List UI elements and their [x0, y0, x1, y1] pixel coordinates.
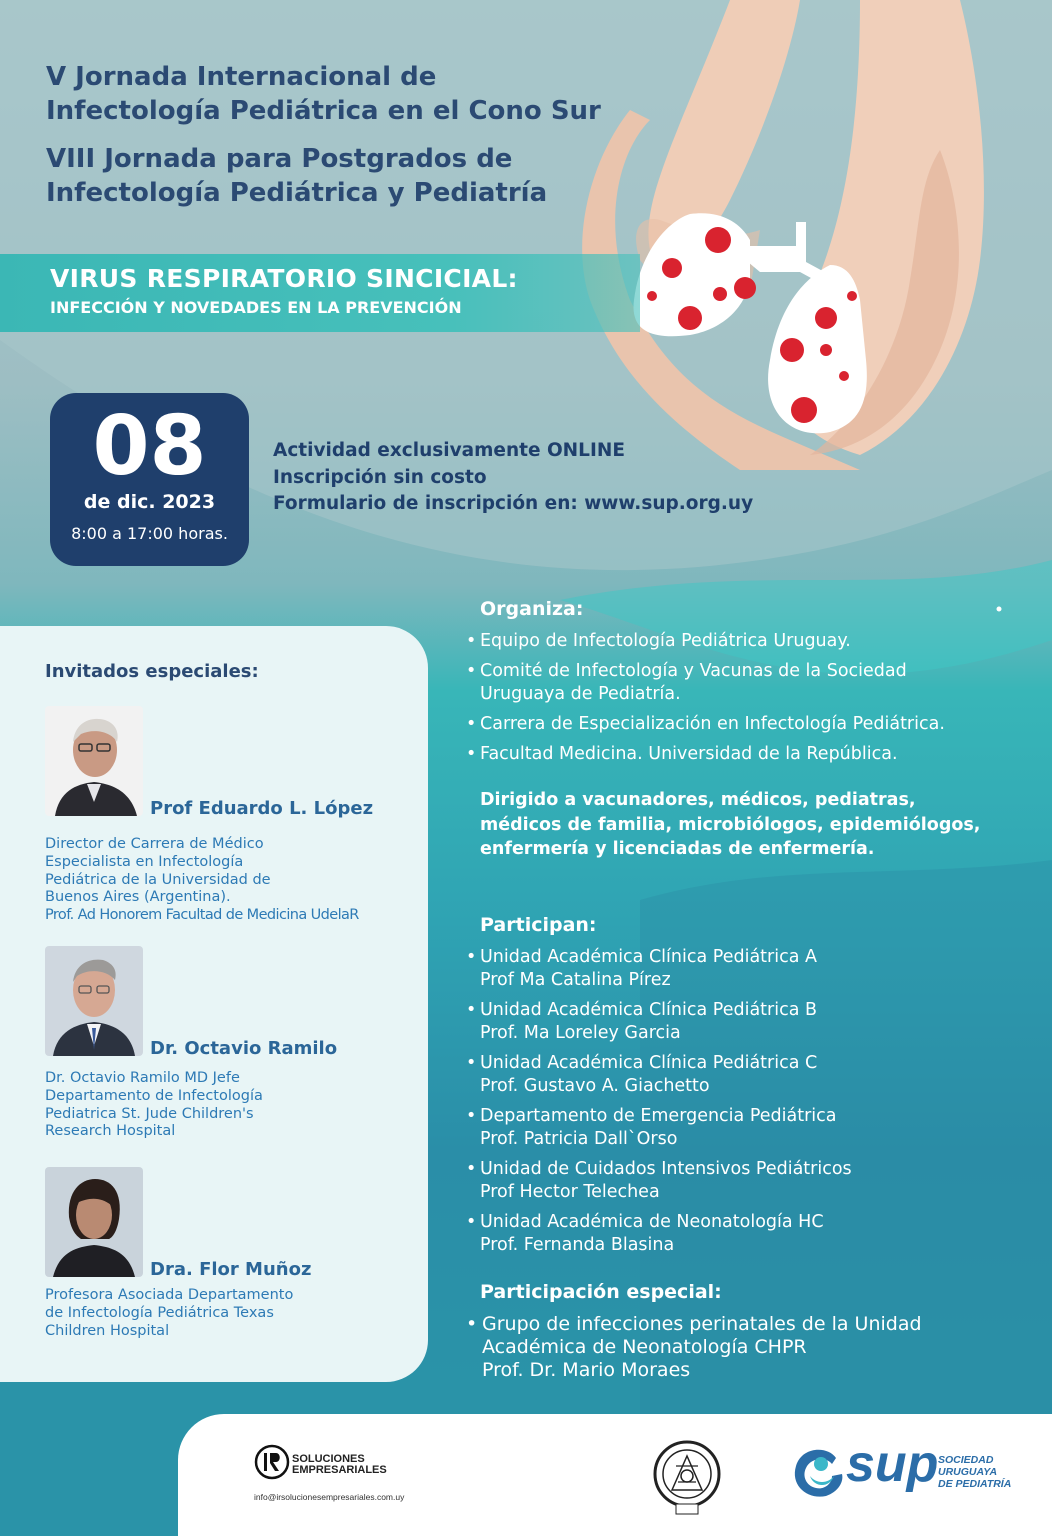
list-item: • Unidad Académica Clínica Pediátrica B Prof. Ma Loreley Garcia — [466, 999, 852, 1045]
organiza-title: Organiza: — [480, 598, 584, 620]
topic-banner — [0, 254, 640, 332]
guest-description: Director de Carrera de Médico Especialista en Infectología Pediátrica de la Universidad de Buenos Aires (Argentina). Prof. Ad Honorem Facultad de Medicina UdelaR — [45, 836, 359, 924]
organiza-list — [466, 630, 980, 766]
title-line-4: Infectología Pediátrica y Pediatría — [46, 178, 548, 208]
audience-text: Dirigido a vacunadores, médicos, pediatras, médicos de familia, microbiólogos, epidemiólogos, enfermería y licenciadas de enfermería. — [480, 790, 981, 859]
event-hours: 8:00 a 17:00 horas. — [71, 524, 228, 543]
event-titles — [46, 60, 601, 210]
title-line-2: Infectología Pediátrica en el Cono Sur — [46, 96, 601, 126]
guest-name: Dr. Octavio Ramilo — [150, 1038, 338, 1059]
especial-section — [466, 1281, 922, 1382]
especial-title: Participación especial: — [480, 1281, 722, 1303]
list-item: • Carrera de Especialización en Infectología Pediátrica. — [466, 713, 980, 736]
guest-name: Prof Eduardo L. López — [150, 798, 374, 819]
hands-lungs-illustration — [560, 0, 1052, 470]
event-info — [273, 438, 753, 518]
list-item-continued: Uruguaya de Pediatría. — [480, 684, 681, 704]
topic-title: VIRUS RESPIRATORIO SINCICIAL: — [50, 264, 518, 293]
participan-section — [466, 914, 852, 1257]
participan-title: Participan: — [480, 914, 597, 936]
guests-title: Invitados especiales: — [45, 661, 259, 682]
date-box — [50, 393, 249, 566]
topic-subtitle: INFECCIÓN Y NOVEDADES EN LA PREVENCIÓN — [50, 298, 462, 317]
ir-logo-icon — [254, 1444, 290, 1480]
list-item: • Unidad de Cuidados Intensivos Pediátricos Prof Hector Telechea — [466, 1158, 852, 1204]
organiza-section — [466, 598, 980, 862]
list-item: • Unidad Académica Clínica Pediátrica C Prof. Gustavo A. Giachetto — [466, 1052, 852, 1098]
info-online: Actividad exclusivamente ONLINE — [273, 440, 625, 461]
special-guests-panel — [0, 626, 428, 1382]
guest-photo-munoz — [45, 1167, 143, 1277]
ir-email: info@irsolucionesempresariales.com.uy — [254, 1492, 405, 1502]
especial-list — [466, 1313, 922, 1382]
list-item: • Unidad Académica Clínica Pediátrica A Prof Ma Catalina Pírez — [466, 946, 852, 992]
info-registration: Formulario de inscripción en: www.sup.org.uy — [273, 493, 754, 514]
list-item: • Departamento de Emergencia Pediátrica Prof. Patricia Dall`Orso — [466, 1105, 852, 1151]
faculty-seal-icon — [652, 1432, 722, 1518]
event-month: de dic. 2023 — [83, 491, 216, 513]
title-line-1: V Jornada Internacional de — [46, 62, 437, 92]
list-item: • Facultad Medicina. Universidad de la República. — [466, 743, 980, 766]
list-item: • Comité de Infectología y Vacunas de la Sociedad — [466, 660, 980, 683]
guest-photo-lopez — [45, 706, 143, 816]
event-day: 08 — [92, 399, 207, 494]
sup-wordmark: sup — [846, 1435, 939, 1493]
sup-logo-icon — [788, 1442, 848, 1502]
sponsors-footer — [178, 1414, 1052, 1536]
ir-company-name: SOLUCIONES EMPRESARIALES — [292, 1453, 387, 1476]
list-item: • Equipo de Infectología Pediátrica Uruguay. — [466, 630, 980, 653]
list-item: • Grupo de infecciones perinatales de la Unidad Académica de Neonatología CHPR Prof. Dr. Mario Moraes — [466, 1313, 922, 1382]
guest-description: Profesora Asociada Departamento de Infectología Pediátrica Texas Children Hospital — [45, 1287, 294, 1339]
guest-description: Dr. Octavio Ramilo MD Jefe Departamento de Infectología Pediatrica St. Jude Children's Research Hospital — [45, 1070, 263, 1140]
list-item: • Unidad Académica de Neonatología HC Prof. Fernanda Blasina — [466, 1211, 852, 1257]
guest-name: Dra. Flor Muñoz — [150, 1259, 312, 1280]
info-free: Inscripción sin costo — [273, 466, 487, 488]
sup-fullname: SOCIEDAD URUGUAYA DE PEDIATRÍA — [938, 1454, 1012, 1490]
title-line-3: VIII Jornada para Postgrados de — [46, 144, 513, 174]
participan-list — [466, 946, 852, 1257]
guest-photo-ramilo — [45, 946, 143, 1056]
